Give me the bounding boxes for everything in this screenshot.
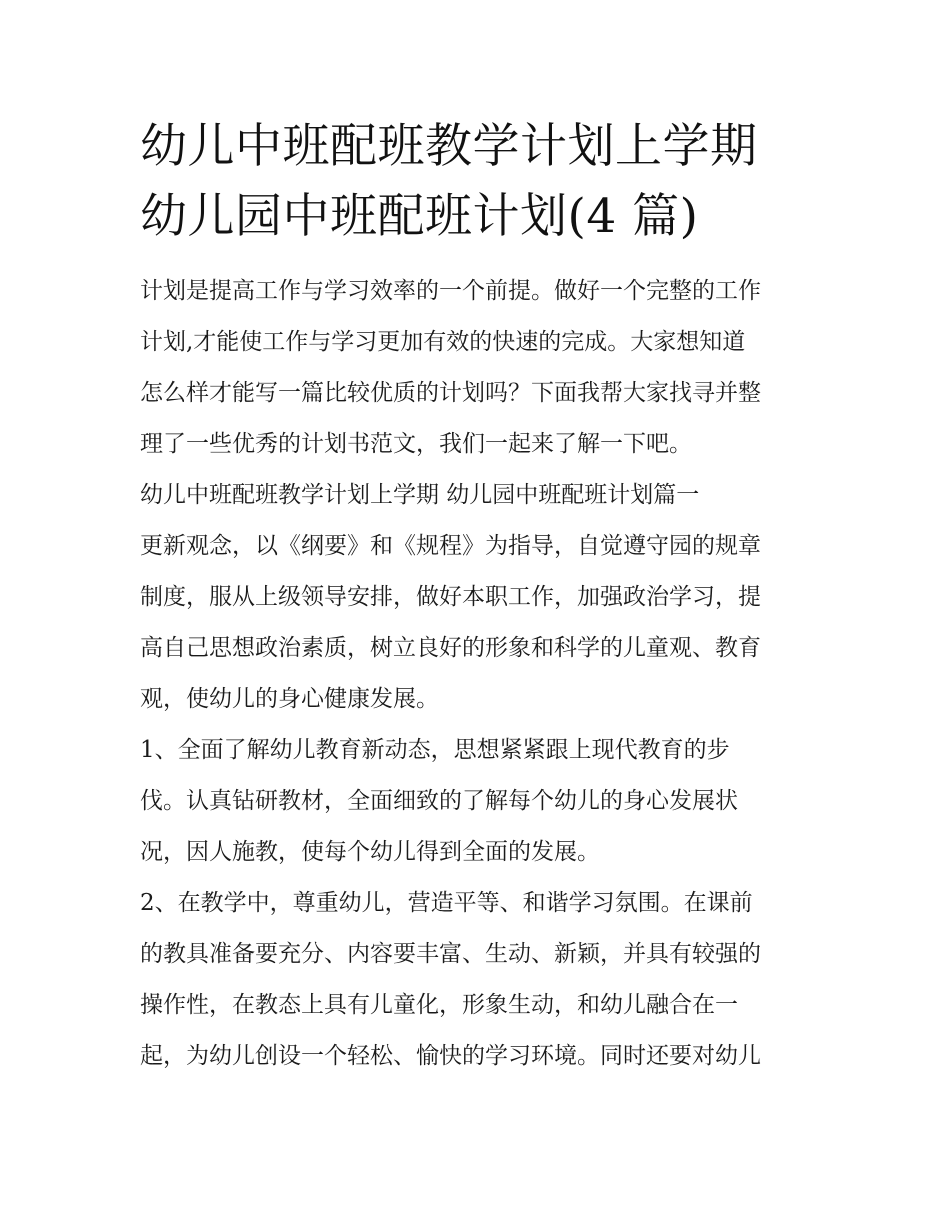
text-line: 1、全面了解幼儿教育新动态，思想紧紧跟上现代教育的步	[140, 737, 730, 763]
text-line: 观，使幼儿的身心健康发展。	[140, 686, 439, 712]
text-line: 操作性，在教态上具有儿童化，形象生动，和幼儿融合在一	[140, 992, 738, 1018]
text-line: 2、在教学中，尊重幼儿，营造平等、和谐学习氛围。在课前	[140, 890, 753, 916]
document-body	[140, 266, 820, 1082]
text-line: 起，为幼儿创设一个轻松、愉快的学习环境。同时还要对幼儿	[140, 1043, 761, 1069]
numbered-paragraph-1	[140, 725, 820, 878]
text-line: 的教具准备要充分、内容要丰富、生动、新颖，并具有较强的	[140, 941, 761, 967]
title-line: 幼儿中班配班教学计划上学期	[140, 119, 758, 174]
document-content	[140, 112, 820, 1082]
text-line: 理了一些优秀的计划书范文，我们一起来了解一下吧。	[140, 431, 692, 457]
document-title	[140, 112, 820, 252]
title-line: 幼儿园中班配班计划(4 篇)	[140, 189, 699, 244]
text-line: 制度，服从上级领导安排，做好本职工作，加强政治学习，提	[140, 584, 761, 610]
text-line: 幼儿中班配班教学计划上学期 幼儿园中班配班计划篇一	[140, 482, 700, 508]
numbered-paragraph-2	[140, 878, 820, 1082]
text-line: 伐。认真钻研教材，全面细致的了解每个幼儿的身心发展状	[140, 788, 738, 814]
text-line: 高自己思想政治素质，树立良好的形象和科学的儿童观、教育	[140, 635, 761, 661]
text-line: 计划,才能使工作与学习更加有效的快速的完成。大家想知道	[140, 329, 746, 355]
text-line: 更新观念，以《纲要》和《规程》为指导，自觉遵守园的规章	[140, 533, 761, 559]
text-line: 怎么样才能写一篇比较优质的计划吗？下面我帮大家找寻并整	[140, 380, 761, 406]
body-paragraph	[140, 521, 820, 725]
section-heading	[140, 470, 820, 521]
intro-paragraph	[140, 266, 820, 470]
text-line: 计划是提高工作与学习效率的一个前提。做好一个完整的工作	[140, 278, 761, 304]
text-line: 况，因人施教，使每个幼儿得到全面的发展。	[140, 839, 600, 865]
